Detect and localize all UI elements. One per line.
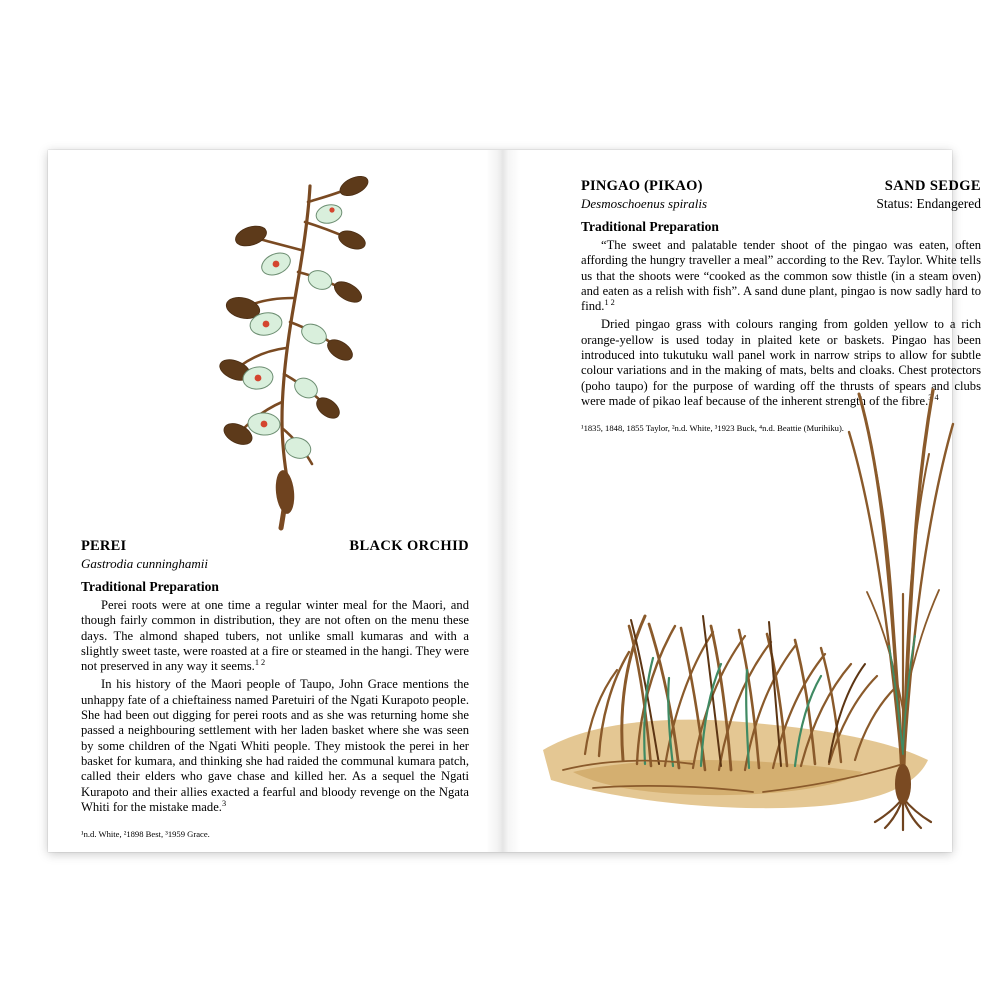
latin-name-right: Desmoschoenus spiralis	[581, 196, 708, 211]
conservation-status: Status: Endangered	[876, 196, 981, 211]
maori-name-left: PEREI	[81, 538, 127, 554]
common-name-left: BLACK ORCHID	[349, 538, 469, 554]
paragraph-refs: 1 2	[604, 298, 615, 307]
paragraph-refs: 3	[221, 798, 227, 808]
latin-name-left: Gastrodia cunninghamii	[81, 556, 208, 571]
paragraph-text: “The sweet and palatable tender shoot of the pingao was eaten, often affording the hungry traveller a meal” according to the Rev. Taylor. White tells us that the shoots were “cooked as the common sow thistle (in a steam oven) and eaten as a relish with fish”. A sand dune plant, pingao is now sadly hard to find.	[581, 238, 981, 314]
left-page-text-block	[81, 538, 469, 839]
section-heading-left: Traditional Preparation	[81, 579, 219, 594]
maori-name-right: PINGAO (PIKAO)	[581, 178, 703, 194]
footnote-left: ¹n.d. White, ²1898 Best, ³1959 Grace.	[81, 829, 210, 840]
sand-sedge-single-plant-illustration	[833, 380, 963, 830]
paragraph-text: Perei roots were at one time a regular winter meal for the Maori, and though fairly common in distribution, they are not often on the menu these days. The almond shaped tubers, not unlike small kumaras and with a slightly sweet taste, were roasted at a fire or steamed in the hangi. They were not preserved in any way it seems.	[81, 598, 469, 674]
paragraph-refs: 3 4	[928, 392, 939, 402]
page-right	[503, 150, 981, 852]
black-orchid-plant-illustration	[158, 172, 428, 532]
paragraph-text: Dried pingao grass with colours ranging from golden yellow to a rich orange-yellow is used today in plaited kete or baskets. Pingao has been introduced into tukutuku wall panel work in narrow strips to allow for subtle colour variations and in the making of mats, belts and cloaks. Chest protectors (poho taupo) for the purpose of warding off the thrusts of spears and clubs were made of pikao leaf because of the inherent strength of the fibre.	[581, 317, 981, 408]
section-heading-right: Traditional Preparation	[581, 219, 719, 234]
body-paragraph-1-left	[81, 598, 469, 674]
page-left	[48, 150, 503, 852]
common-name-right: SAND SEDGE	[884, 178, 981, 194]
right-page-subtitle-row	[581, 195, 981, 212]
body-paragraph-2-left	[81, 677, 469, 815]
left-page-title-row	[81, 538, 469, 555]
right-page-title-row	[581, 178, 981, 195]
body-paragraph-1-right	[581, 238, 981, 314]
book-spread	[48, 150, 981, 852]
paragraph-refs: 1 2	[254, 658, 266, 667]
footnote-right: ¹1835, 1848, 1855 Taylor, ²n.d. White, ³1923 Buck, ⁴n.d. Beattie (Murihiku).	[581, 423, 844, 434]
paragraph-text: In his history of the Maori people of Taupo, John Grace mentions the unhappy fate of a chieftainess named Paretuiri of the Ngati Kurapoto people. She had been out digging for perei roots and as she was returning home she passed a neighbouring settlement with her laden basket where she was seen by some children of the Ngati Whiti people. They mistook the perei in her basket for kumara, and thinking she had raided the communal kumara patch, called their elders who gave chase and killed her. As a sequel the Ngati Kurapoto and their allies exacted a fearful and bloody revenge on the Ngata Whiti for the mistake made.	[81, 677, 469, 814]
